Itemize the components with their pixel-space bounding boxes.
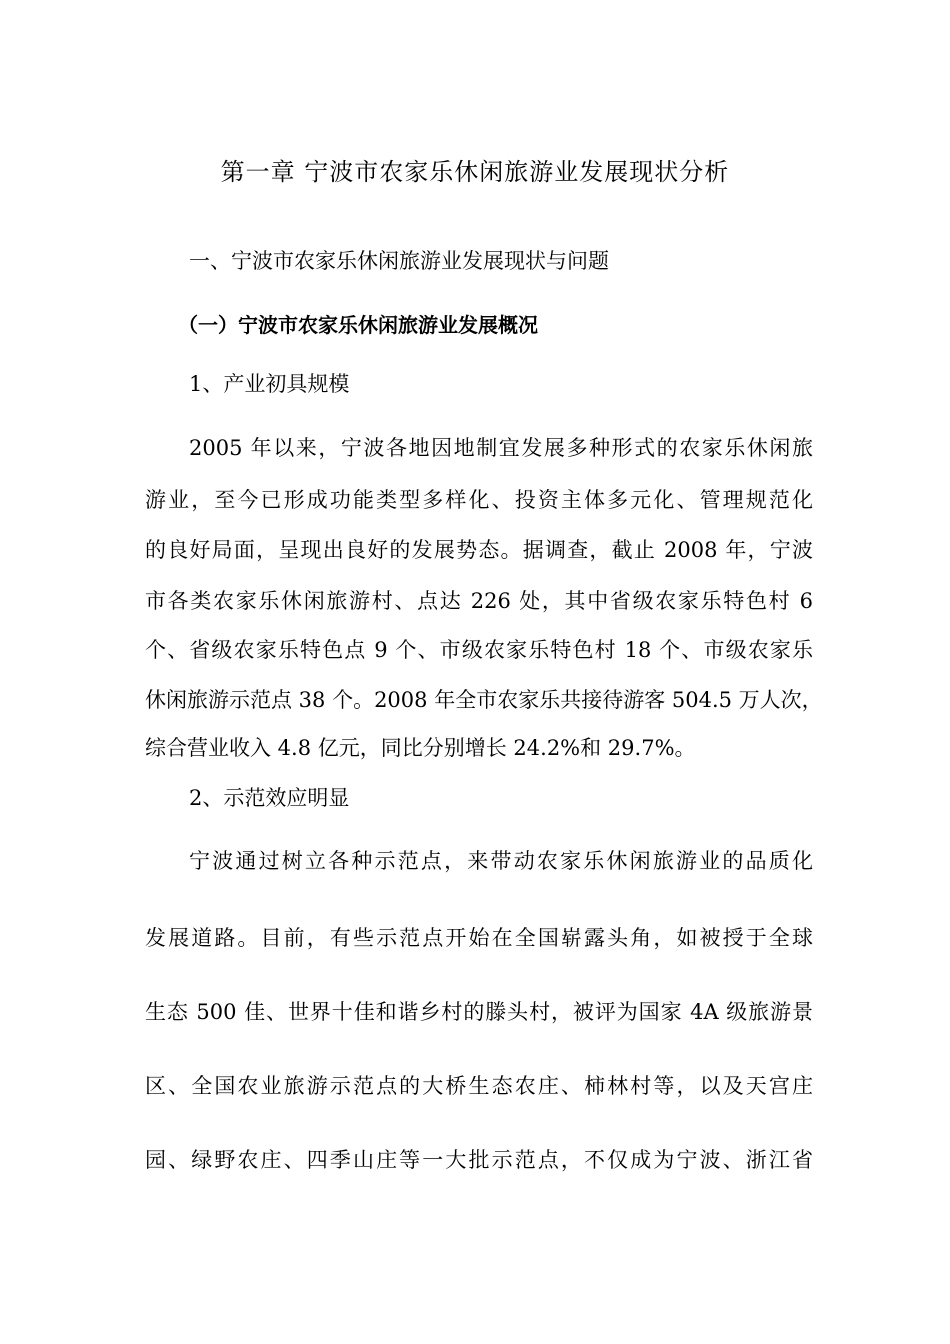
paragraph-line: 市各类农家乐休闲旅游村、点达 226 处，其中省级农家乐特色村 6 (145, 589, 813, 613)
paragraph-line: 的良好局面，呈现出良好的发展势态。据调查，截止 2008 年，宁波 (145, 538, 813, 562)
paragraph-line: 2005 年以来，宁波各地因地制宜发展多种形式的农家乐休闲旅 (189, 436, 813, 460)
item-heading-2: 2、示范效应明显 (189, 786, 350, 810)
subsection-heading: （一）宁波市农家乐休闲旅游业发展概况 (178, 313, 538, 337)
paragraph-line: 生态 500 佳、世界十佳和谐乡村的滕头村，被评为国家 4A 级旅游景 (145, 1000, 813, 1024)
paragraph-line: 个、省级农家乐特色点 9 个、市级农家乐特色村 18 个、市级农家乐 (145, 638, 813, 662)
item-heading-1: 1、产业初具规模 (189, 372, 350, 396)
paragraph-line: 发展道路。目前，有些示范点开始在全国崭露头角，如被授于全球 (145, 926, 813, 950)
chapter-title: 第一章 宁波市农家乐休闲旅游业发展现状分析 (220, 158, 730, 186)
paragraph-line: 区、全国农业旅游示范点的大桥生态农庄、柿林村等，以及天宫庄 (145, 1074, 813, 1098)
section-heading: 一、宁波市农家乐休闲旅游业发展现状与问题 (189, 249, 609, 273)
paragraph-line: 休闲旅游示范点 38 个。2008 年全市农家乐共接待游客 504.5 万人次， (145, 688, 823, 712)
paragraph-line: 宁波通过树立各种示范点，来带动农家乐休闲旅游业的品质化 (189, 849, 813, 873)
paragraph-line: 园、绿野农庄、四季山庄等一大批示范点，不仅成为宁波、浙江省 (145, 1148, 813, 1172)
paragraph-line: 游业，至今已形成功能类型多样化、投资主体多元化、管理规范化 (145, 488, 813, 512)
paragraph-line: 综合营业收入 4.8 亿元，同比分别增长 24.2%和 29.7%。 (145, 736, 696, 760)
